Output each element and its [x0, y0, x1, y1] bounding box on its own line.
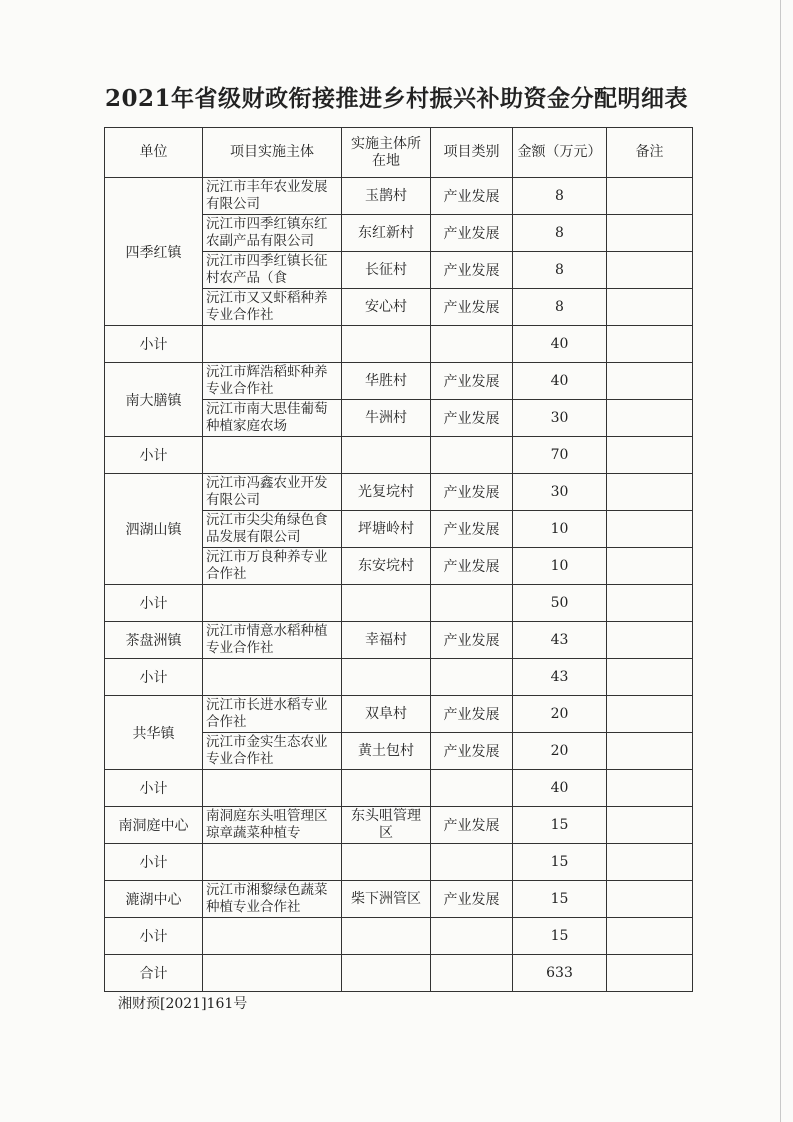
- empty-cell: [203, 955, 342, 992]
- location-cell: 坪塘岭村: [342, 511, 431, 548]
- empty-cell: [431, 918, 513, 955]
- subtotal-amount: 43: [513, 659, 607, 696]
- category-cell: 产业发展: [431, 696, 513, 733]
- category-cell: 产业发展: [431, 733, 513, 770]
- empty-cell: [203, 659, 342, 696]
- location-cell: 长征村: [342, 252, 431, 289]
- amount-cell: 8: [513, 178, 607, 215]
- amount-cell: 30: [513, 400, 607, 437]
- entity-cell: [203, 733, 342, 770]
- empty-cell: [431, 955, 513, 992]
- subtotal-label: 小计: [105, 770, 203, 807]
- entity-text: 沅江市冯鑫农业开发有限公司: [206, 475, 328, 508]
- empty-cell: [431, 585, 513, 622]
- entity-cell: [203, 807, 342, 844]
- category-cell: 产业发展: [431, 881, 513, 918]
- empty-cell: [342, 918, 431, 955]
- empty-cell: [607, 659, 693, 696]
- empty-cell: [342, 326, 431, 363]
- empty-cell: [431, 844, 513, 881]
- remark-cell: [607, 881, 693, 918]
- total-amount: 633: [513, 955, 607, 992]
- subtotal-row: [105, 585, 693, 622]
- location-cell: 光复垸村: [342, 474, 431, 511]
- header-location: 实施主体所在地: [342, 128, 431, 178]
- remark-cell: [607, 215, 693, 252]
- empty-cell: [431, 437, 513, 474]
- page-title: 2021年省级财政衔接推进乡村振兴补助资金分配明细表: [104, 85, 688, 112]
- amount-cell: 15: [513, 807, 607, 844]
- empty-cell: [342, 955, 431, 992]
- remark-cell: [607, 178, 693, 215]
- remark-cell: [607, 289, 693, 326]
- entity-text: 沅江市万良种养专业合作社: [206, 549, 328, 582]
- empty-cell: [607, 955, 693, 992]
- amount-cell: 20: [513, 696, 607, 733]
- total-row: [105, 955, 693, 992]
- location-cell: 黄土包村: [342, 733, 431, 770]
- category-cell: 产业发展: [431, 622, 513, 659]
- amount-cell: 43: [513, 622, 607, 659]
- entity-cell: [203, 548, 342, 585]
- empty-cell: [607, 770, 693, 807]
- table-row: [105, 474, 693, 511]
- entity-cell: [203, 400, 342, 437]
- category-cell: 产业发展: [431, 548, 513, 585]
- remark-cell: [607, 733, 693, 770]
- total-label: 合计: [105, 955, 203, 992]
- remark-cell: [607, 807, 693, 844]
- empty-cell: [342, 585, 431, 622]
- subtotal-amount: 15: [513, 844, 607, 881]
- entity-cell: [203, 881, 342, 918]
- category-cell: 产业发展: [431, 363, 513, 400]
- category-cell: 产业发展: [431, 400, 513, 437]
- empty-cell: [607, 437, 693, 474]
- entity-cell: [203, 511, 342, 548]
- unit-cell: 南洞庭中心: [105, 807, 203, 844]
- allocation-table: [104, 127, 693, 992]
- empty-cell: [203, 770, 342, 807]
- subtotal-label: 小计: [105, 659, 203, 696]
- table-body: [105, 178, 693, 992]
- header-row: [105, 128, 693, 178]
- category-cell: 产业发展: [431, 807, 513, 844]
- subtotal-amount: 40: [513, 770, 607, 807]
- amount-cell: 8: [513, 252, 607, 289]
- entity-text: 沅江市湘黎绿色蔬菜种植专业合作社: [206, 882, 328, 915]
- subtotal-label: 小计: [105, 437, 203, 474]
- subtotal-amount: 40: [513, 326, 607, 363]
- location-cell: 华胜村: [342, 363, 431, 400]
- empty-cell: [203, 918, 342, 955]
- empty-cell: [607, 844, 693, 881]
- subtotal-row: [105, 770, 693, 807]
- entity-text: 沅江市辉浩稻虾种养专业合作社: [206, 364, 328, 397]
- table-row: [105, 696, 693, 733]
- unit-cell: 南大膳镇: [105, 363, 203, 437]
- entity-text: 沅江市金实生态农业专业合作社: [206, 734, 328, 767]
- entity-text: 沅江市又又虾稻种养专业合作社: [206, 290, 328, 323]
- remark-cell: [607, 474, 693, 511]
- subtotal-label: 小计: [105, 585, 203, 622]
- entity-text: 沅江市丰年农业发展有限公司: [206, 179, 328, 212]
- location-cell: 玉鹊村: [342, 178, 431, 215]
- subtotal-label: 小计: [105, 844, 203, 881]
- empty-cell: [342, 437, 431, 474]
- empty-cell: [607, 585, 693, 622]
- remark-cell: [607, 252, 693, 289]
- subtotal-row: [105, 326, 693, 363]
- subtotal-row: [105, 918, 693, 955]
- table-row: [105, 881, 693, 918]
- unit-cell: 四季红镇: [105, 178, 203, 326]
- empty-cell: [203, 326, 342, 363]
- location-cell: 东头咀管理区: [342, 807, 431, 844]
- entity-cell: [203, 178, 342, 215]
- subtotal-label: 小计: [105, 918, 203, 955]
- empty-cell: [203, 437, 342, 474]
- remark-cell: [607, 696, 693, 733]
- table-row: [105, 807, 693, 844]
- subtotal-amount: 15: [513, 918, 607, 955]
- entity-text: 沅江市南大思佳葡萄种植家庭农场: [206, 401, 328, 434]
- table-row: [105, 363, 693, 400]
- location-cell: 双阜村: [342, 696, 431, 733]
- location-cell: 牛洲村: [342, 400, 431, 437]
- amount-cell: 10: [513, 548, 607, 585]
- amount-cell: 15: [513, 881, 607, 918]
- document-number: 湘财预[2021]161号: [118, 996, 248, 1012]
- remark-cell: [607, 511, 693, 548]
- subtotal-row: [105, 659, 693, 696]
- unit-cell: 漉湖中心: [105, 881, 203, 918]
- unit-cell: 共华镇: [105, 696, 203, 770]
- remark-cell: [607, 548, 693, 585]
- empty-cell: [607, 326, 693, 363]
- scan-edge-line: [780, 0, 781, 1122]
- category-cell: 产业发展: [431, 474, 513, 511]
- remark-cell: [607, 400, 693, 437]
- location-cell: 安心村: [342, 289, 431, 326]
- entity-cell: [203, 696, 342, 733]
- amount-cell: 10: [513, 511, 607, 548]
- entity-text: 沅江市情意水稻种植专业合作社: [206, 623, 328, 656]
- category-cell: 产业发展: [431, 178, 513, 215]
- header-entity: 项目实施主体: [203, 128, 342, 178]
- header-unit: 单位: [105, 128, 203, 178]
- subtotal-amount: 70: [513, 437, 607, 474]
- location-cell: 柴下洲管区: [342, 881, 431, 918]
- location-cell: 幸福村: [342, 622, 431, 659]
- entity-cell: [203, 622, 342, 659]
- subtotal-row: [105, 844, 693, 881]
- empty-cell: [342, 770, 431, 807]
- unit-cell: 泗湖山镇: [105, 474, 203, 585]
- header-amount: 金额（万元）: [513, 128, 607, 178]
- subtotal-amount: 50: [513, 585, 607, 622]
- empty-cell: [607, 918, 693, 955]
- amount-cell: 30: [513, 474, 607, 511]
- entity-cell: [203, 289, 342, 326]
- category-cell: 产业发展: [431, 252, 513, 289]
- entity-text: 南洞庭东头咀管理区琼章蔬菜种植专: [206, 808, 328, 841]
- entity-cell: [203, 363, 342, 400]
- location-cell: 东红新村: [342, 215, 431, 252]
- amount-cell: 40: [513, 363, 607, 400]
- table-row: [105, 622, 693, 659]
- empty-cell: [431, 770, 513, 807]
- entity-cell: [203, 252, 342, 289]
- entity-cell: [203, 474, 342, 511]
- remark-cell: [607, 622, 693, 659]
- empty-cell: [431, 326, 513, 363]
- unit-cell: 茶盘洲镇: [105, 622, 203, 659]
- entity-text: 沅江市四季红镇东红农副产品有限公司: [206, 216, 328, 249]
- category-cell: 产业发展: [431, 215, 513, 252]
- amount-cell: 8: [513, 215, 607, 252]
- empty-cell: [342, 659, 431, 696]
- header-remark: 备注: [607, 128, 693, 178]
- category-cell: 产业发展: [431, 289, 513, 326]
- subtotal-row: [105, 437, 693, 474]
- subtotal-label: 小计: [105, 326, 203, 363]
- empty-cell: [431, 659, 513, 696]
- empty-cell: [203, 844, 342, 881]
- amount-cell: 20: [513, 733, 607, 770]
- entity-text: 沅江市四季红镇长征村农产品（食: [206, 253, 328, 286]
- empty-cell: [203, 585, 342, 622]
- entity-text: 沅江市尖尖角绿色食品发展有限公司: [206, 512, 328, 545]
- entity-cell: [203, 215, 342, 252]
- location-cell: 东安垸村: [342, 548, 431, 585]
- remark-cell: [607, 363, 693, 400]
- empty-cell: [342, 844, 431, 881]
- category-cell: 产业发展: [431, 511, 513, 548]
- header-category: 项目类别: [431, 128, 513, 178]
- table-row: [105, 178, 693, 215]
- entity-text: 沅江市长进水稻专业合作社: [206, 697, 328, 730]
- amount-cell: 8: [513, 289, 607, 326]
